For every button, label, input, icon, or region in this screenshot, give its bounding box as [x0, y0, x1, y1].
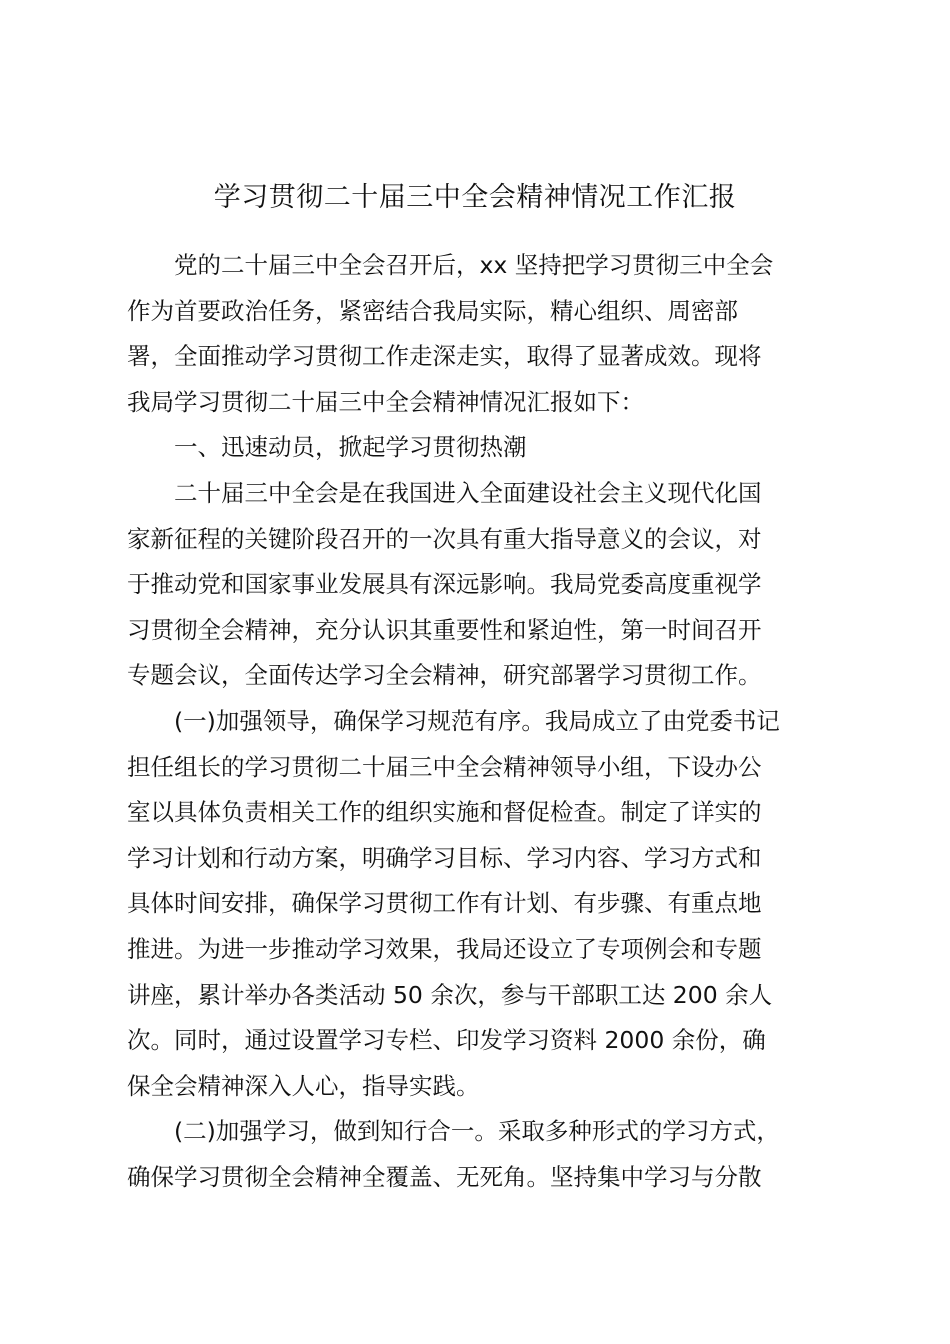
text-line: 党的二十届三中全会召开后，xx 坚持把学习贯彻三中全会 [174, 251, 774, 279]
text-line: (二)加强学习，做到知行合一。采取多种形式的学习方式， [174, 1117, 780, 1146]
text-line: 室以具体负责相关工作的组织实施和督促检查。制定了详实的 [127, 798, 762, 827]
text-line: 保全会精神深入人心，指导实践。 [127, 1071, 480, 1100]
text-line: 于推动党和国家事业发展具有深远影响。我局党委高度重视学 [127, 570, 762, 599]
text-line: 我局学习贯彻二十届三中全会精神情况汇报如下： [127, 387, 644, 416]
text-line: 具体时间安排，确保学习贯彻工作有计划、有步骤、有重点地 [127, 889, 762, 918]
text-line: 专题会议，全面传达学习全会精神，研究部署学习贯彻工作。 [127, 661, 762, 690]
text-line: (一)加强领导，确保学习规范有序。我局成立了由党委书记 [174, 706, 780, 735]
paragraph-subsection-two [127, 1109, 827, 1200]
paragraph-subsection-one [127, 699, 827, 1109]
text-line: 次。同时，通过设置学习专栏、印发学习资料 2000 余份，确 [127, 1026, 766, 1055]
document-body [127, 243, 827, 1200]
text-line: 署，全面推动学习贯彻工作走深走实，取得了显著成效。现将 [127, 342, 762, 371]
text-line: 确保学习贯彻全会精神全覆盖、无死角。坚持集中学习与分散 [127, 1162, 762, 1191]
text-line: 二十届三中全会是在我国进入全面建设社会主义现代化国 [174, 478, 762, 507]
text-line: 学习计划和行动方案，明确学习目标、学习内容、学习方式和 [127, 843, 762, 872]
text-line: 一、迅速动员，掀起学习贯彻热潮 [174, 433, 527, 462]
paragraph-intro [127, 243, 827, 425]
document-title: 学习贯彻二十届三中全会精神情况工作汇报 [213, 182, 737, 213]
paragraph-section-one [127, 471, 827, 699]
text-line: 推进。为进一步推动学习效果，我局还设立了专项例会和专题 [127, 934, 762, 963]
text-line: 家新征程的关键阶段召开的一次具有重大指导意义的会议，对 [127, 524, 762, 553]
text-line: 作为首要政治任务，紧密结合我局实际，精心组织、周密部 [127, 296, 738, 325]
section-heading [127, 425, 827, 471]
text-line: 讲座，累计举办各类活动 50 余次，参与干部职工达 200 余人 [127, 980, 773, 1009]
text-line: 担任组长的学习贯彻二十届三中全会精神领导小组，下设办公 [127, 752, 762, 781]
text-line: 习贯彻全会精神，充分认识其重要性和紧迫性，第一时间召开 [127, 615, 762, 644]
